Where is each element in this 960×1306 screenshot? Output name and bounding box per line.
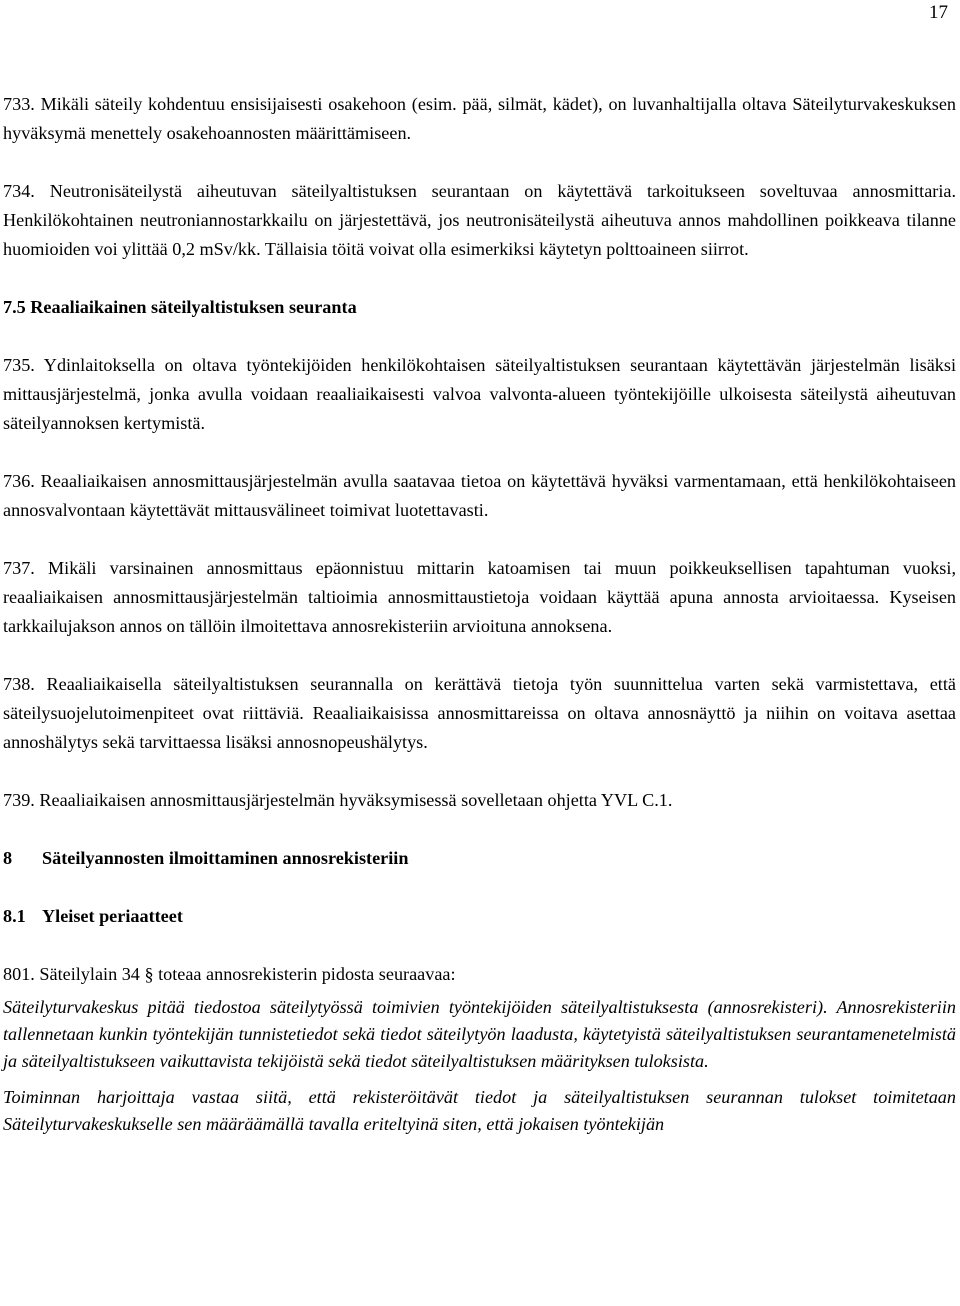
- law-quote-2: Toiminnan harjoittaja vastaa siitä, että rekisteröitävät tiedot ja säteilyaltistuksen seurannan tulokset toimitetaan Säteilyturvakeskukselle sen määräämällä tavalla eriteltyinä siten, että jokaisen työntekijän: [3, 1087, 956, 1134]
- section-heading-8-1: [3, 902, 956, 931]
- paragraph-739: 739. Reaaliaikaisen annosmittausjärjestelmän hyväksymisessä sovelletaan ohjetta YVL C.1.: [3, 790, 673, 810]
- section-title: Yleiset periaatteet: [42, 906, 183, 926]
- document-body: [3, 90, 956, 1138]
- paragraph-801: 801. Säteilylain 34 § toteaa annosrekisterin pidosta seuraavaa:: [3, 964, 456, 984]
- section-number: 8.1: [3, 906, 26, 926]
- paragraph-733: 733. Mikäli säteily kohdentuu ensisijaisesti osakehoon (esim. pää, silmät, kädet), on luvanhaltijalla oltava Säteilyturvakeskuksen hyväksymä menettely osakehoannosten määrittämiseen.: [3, 94, 956, 143]
- chapter-number: 8: [3, 848, 13, 868]
- chapter-title: Säteilyannosten ilmoittaminen annosrekisteriin: [42, 848, 409, 868]
- chapter-heading-8: [3, 844, 956, 873]
- law-quote-1: Säteilyturvakeskus pitää tiedostoa säteilytyössä toimivien työntekijöiden säteilyaltistuksesta (annosrekisteri). Annosrekisteriin tallennetaan kunkin työntekijän tunnistetiedot sekä tiedot säteilytyön laadusta, käytetyistä säteilyaltistuksen seurantamenetelmistä ja säteilyaltistukseen vaikuttavista tekijöistä sekä tiedot säteilyaltistuksen määrityksen tuloksista.: [3, 997, 956, 1071]
- paragraph-737: 737. Mikäli varsinainen annosmittaus epäonnistuu mittarin katoamisen tai muun poikkeuksellisen tapahtuman vuoksi, reaaliaikaisen annosmittausjärjestelmän taltioimia annosmittaustietoja voidaan käyttää apuna annosta arvioitaessa. Kyseisen tarkkailujakson annos on tällöin ilmoitettava annosrekisteriin arvioituna annoksena.: [3, 558, 956, 636]
- paragraph-735: 735. Ydinlaitoksella on oltava työntekijöiden henkilökohtaisen säteilyaltistuksen seurantaan käytettävän järjestelmän lisäksi mittausjärjestelmä, jonka avulla voidaan reaaliaikaisesti valvoa valvonta-alueen työntekijöille ulkoisesta säteilystä aiheutuvan säteilyannoksen kertymistä.: [3, 355, 956, 433]
- paragraph-738: 738. Reaaliaikaisella säteilyaltistuksen seurannalla on kerättävä tietoja työn suunnittelua varten sekä varmistettava, että säteilysuojelutoimenpiteet ovat riittäviä. Reaaliaikaisissa annosmittareissa on oltava annosnäyttö ja niihin on voitava asettaa annoshälytys sekä tarvittaessa lisäksi annosnopeushälytys.: [3, 674, 956, 752]
- paragraph-734: 734. Neutronisäteilystä aiheutuvan säteilyaltistuksen seurantaan on käytettävä tarkoitukseen soveltuvaa annosmittaria. Henkilökohtainen neutroniannostarkkailu on järjestettävä, jos neutronisäteilystä aiheutuva annos mahdollinen poikkeava tilanne huomioiden voi ylittää 0,2 mSv/kk. Tällaisia töitä voivat olla esimerkiksi käytetyn polttoaineen siirrot.: [3, 181, 956, 259]
- page-number: 17: [929, 2, 948, 23]
- section-heading-7-5: 7.5 Reaaliaikainen säteilyaltistuksen seuranta: [3, 297, 357, 317]
- paragraph-736: 736. Reaaliaikaisen annosmittausjärjestelmän avulla saatavaa tietoa on käytettävä hyväksi varmentamaan, että henkilökohtaiseen annosvalvontaan käytettävät mittausvälineet toimivat luotettavasti.: [3, 471, 956, 520]
